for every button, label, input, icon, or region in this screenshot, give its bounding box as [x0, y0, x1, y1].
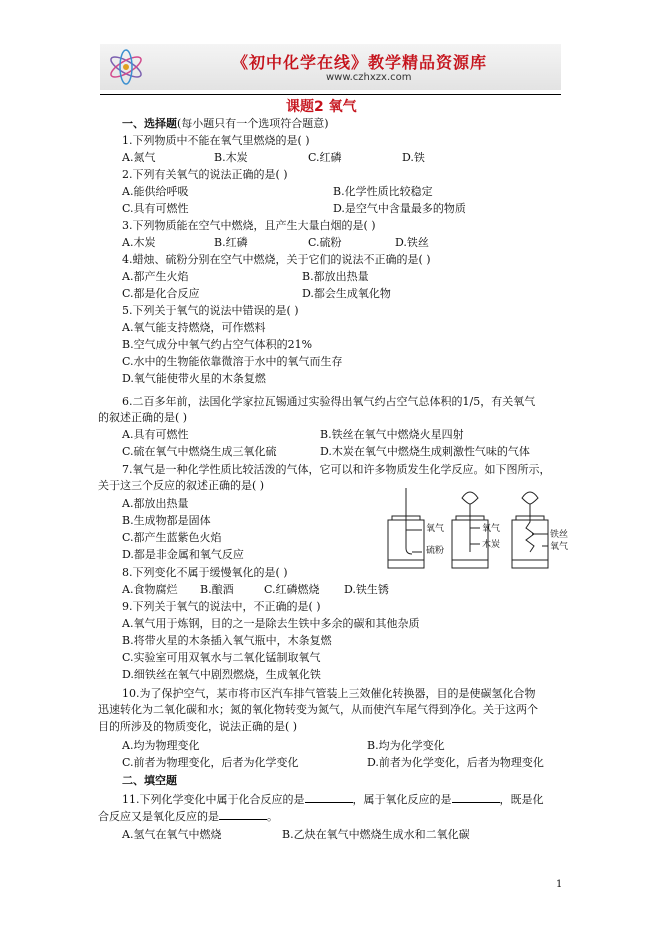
q11-option-b: B.乙炔在氧气中燃烧生成水和二氧化碳	[282, 828, 470, 841]
q6-stem-2: 的叙述正确的是( )	[98, 411, 188, 424]
q7-option-c: C.都产生蓝紫色火焰	[122, 531, 222, 544]
q2-option-a: A.能供给呼吸	[122, 185, 189, 198]
header-banner	[100, 44, 561, 90]
q3-option-a: A.木炭	[122, 236, 156, 249]
label-b2-top: 氧气	[482, 524, 501, 534]
q10-option-b: B.均为化学变化	[367, 739, 445, 752]
q1-stem: 1.下列物质中不能在氧气里燃烧的是( )	[122, 134, 310, 147]
q5-option-d: D.氧气能使带火星的木条复燃	[122, 372, 266, 385]
label-b3-top: 铁丝	[550, 530, 569, 540]
section1-heading-text: 一、选择题	[122, 117, 177, 130]
q1-option-c: C.红磷	[308, 151, 342, 164]
q8-stem: 8.下列变化不属于缓慢氧化的是( )	[122, 566, 288, 579]
q7-option-a: A.都放出热量	[122, 497, 189, 510]
q4-option-a: A.都产生火焰	[122, 270, 189, 283]
q3-stem: 3.下列物质能在空气中燃烧，且产生大量白烟的是( )	[122, 219, 376, 232]
q11-part2: ，属于氧化反应的是	[352, 793, 452, 806]
q3-option-b: B.红磷	[214, 236, 248, 249]
q11-line1	[122, 792, 544, 807]
q6-option-b: B.铁丝在氧气中燃烧火星四射	[320, 428, 464, 441]
q9-stem: 9.下列关于氧气的说法中，不正确的是( )	[122, 600, 321, 613]
q5-stem: 5.下列关于氧气的说法中错误的是( )	[122, 304, 299, 317]
q1-option-d: D.铁	[402, 151, 425, 164]
q10-option-a: A.均为物理变化	[122, 739, 200, 752]
q2-option-c: C.具有可燃性	[122, 202, 189, 215]
q11-part1: 11.下列化学变化中属于化合反应的是	[122, 793, 305, 806]
q10-stem: 10.为了保护空气，某市将市区汽车排气管装上三效催化转换器，目的是使碳氢化合物	[122, 687, 536, 700]
q7-option-b: B.生成物都是固体	[122, 514, 211, 527]
page-title: 课题2 氧气	[286, 99, 357, 115]
q8-option-b: B.酿酒	[200, 583, 234, 596]
q5-option-c: C.水中的生物能依靠微溶于水中的氧气而生存	[122, 355, 343, 368]
q2-stem: 2.下列有关氧气的说法正确的是( )	[122, 168, 288, 181]
q7-option-d: D.都是非金属和氧气反应	[122, 548, 244, 561]
q9-option-d: D.细铁丝在氧气中剧烈燃烧，生成氧化铁	[122, 668, 321, 681]
q11-blank-3[interactable]	[219, 809, 267, 820]
q11-option-a: A.氢气在氧气中燃烧	[122, 828, 222, 841]
q2-option-d: D.是空气中含量最多的物质	[333, 202, 466, 215]
q6-option-a: A.具有可燃性	[122, 428, 189, 441]
q3-option-c: C.硫粉	[308, 236, 342, 249]
q9-option-c: C.实验室可用双氧水与二氧化锰制取氧气	[122, 651, 321, 664]
page-number: 1	[556, 879, 563, 890]
q2-option-b: B.化学性质比较稳定	[333, 185, 433, 198]
q11-blank-1[interactable]	[305, 792, 353, 803]
label-b1-top: 氧气	[426, 524, 445, 534]
q8-option-c: C.红磷燃烧	[264, 583, 320, 596]
header-rule	[100, 94, 561, 95]
label-b2-bottom: 木炭	[482, 540, 501, 550]
q5-option-b: B.空气成分中氧气约占空气体积的21%	[122, 338, 313, 351]
atom-logo-icon	[106, 46, 146, 88]
q4-option-d: D.都会生成氧化物	[302, 287, 391, 300]
q9-option-a: A.氧气用于炼钢，目的之一是除去生铁中多余的碳和其他杂质	[122, 617, 420, 630]
q8-option-a: A.食物腐烂	[122, 583, 178, 596]
q1-option-a: A.氮气	[122, 151, 156, 164]
q10-stem-3: 目的所涉及的物质变化，说法正确的是( )	[98, 720, 298, 733]
q10-stem-2: 迅速转化为二氧化碳和水；氮的氧化物转变为氮气，从而使汽车尾气得到净化。关于这两个	[98, 703, 538, 716]
q4-stem: 4.蜡烛、硫粉分别在空气中燃烧，关于它们的说法不正确的是( )	[122, 253, 431, 266]
q9-option-b: B.将带火星的木条插入氧气瓶中，木条复燃	[122, 634, 332, 647]
q6-option-c: C.硫在氧气中燃烧生成三氧化硫	[122, 445, 277, 458]
q11-line2	[98, 809, 278, 824]
q11-part4: 合反应又是氧化反应的是	[98, 810, 219, 823]
label-b3-bottom: 氧气	[550, 542, 569, 552]
q4-option-c: C.都是化合反应	[122, 287, 200, 300]
q7-stem: 7.氧气是一种化学性质比较活泼的气体，它可以和许多物质发生化学反应。如下图所示，	[122, 463, 551, 476]
q11-blank-2[interactable]	[452, 792, 500, 803]
q6-option-d: D.木炭在氧气中燃烧生成刺激性气味的气体	[320, 445, 530, 458]
q7-stem-2: 关于这三个反应的叙述正确的是( )	[98, 479, 265, 492]
q10-option-c: C.前者为物理变化，后者为化学变化	[122, 756, 299, 769]
q10-option-d: D.前者为化学变化，后者为物理变化	[367, 756, 544, 769]
label-b1-bottom: 硫粉	[426, 546, 445, 556]
section1-heading	[122, 117, 329, 131]
q6-stem: 6.二百多年前，法国化学家拉瓦锡通过实验得出氧气约占空气总体积的1/5，有关氧气	[122, 395, 536, 408]
q3-option-d: D.铁丝	[395, 236, 429, 249]
q1-option-b: B.木炭	[214, 151, 248, 164]
banner-url: www.czhxzx.com	[326, 72, 412, 83]
section2-heading: 二、填空题	[122, 774, 177, 787]
q11-part5: 。	[267, 810, 278, 823]
q11-part3: ，既是化	[499, 793, 544, 806]
banner-title: 《初中化学在线》教学精品资源库	[232, 53, 488, 72]
q4-option-b: B.都放出热量	[302, 270, 369, 283]
section1-note: (每小题只有一个选项符合题意)	[177, 117, 329, 130]
combustion-figure	[382, 482, 574, 572]
q8-option-d: D.铁生锈	[344, 583, 389, 596]
bottles-diagram	[382, 482, 574, 572]
q5-option-a: A.氧气能支持燃烧，可作燃料	[122, 321, 266, 334]
